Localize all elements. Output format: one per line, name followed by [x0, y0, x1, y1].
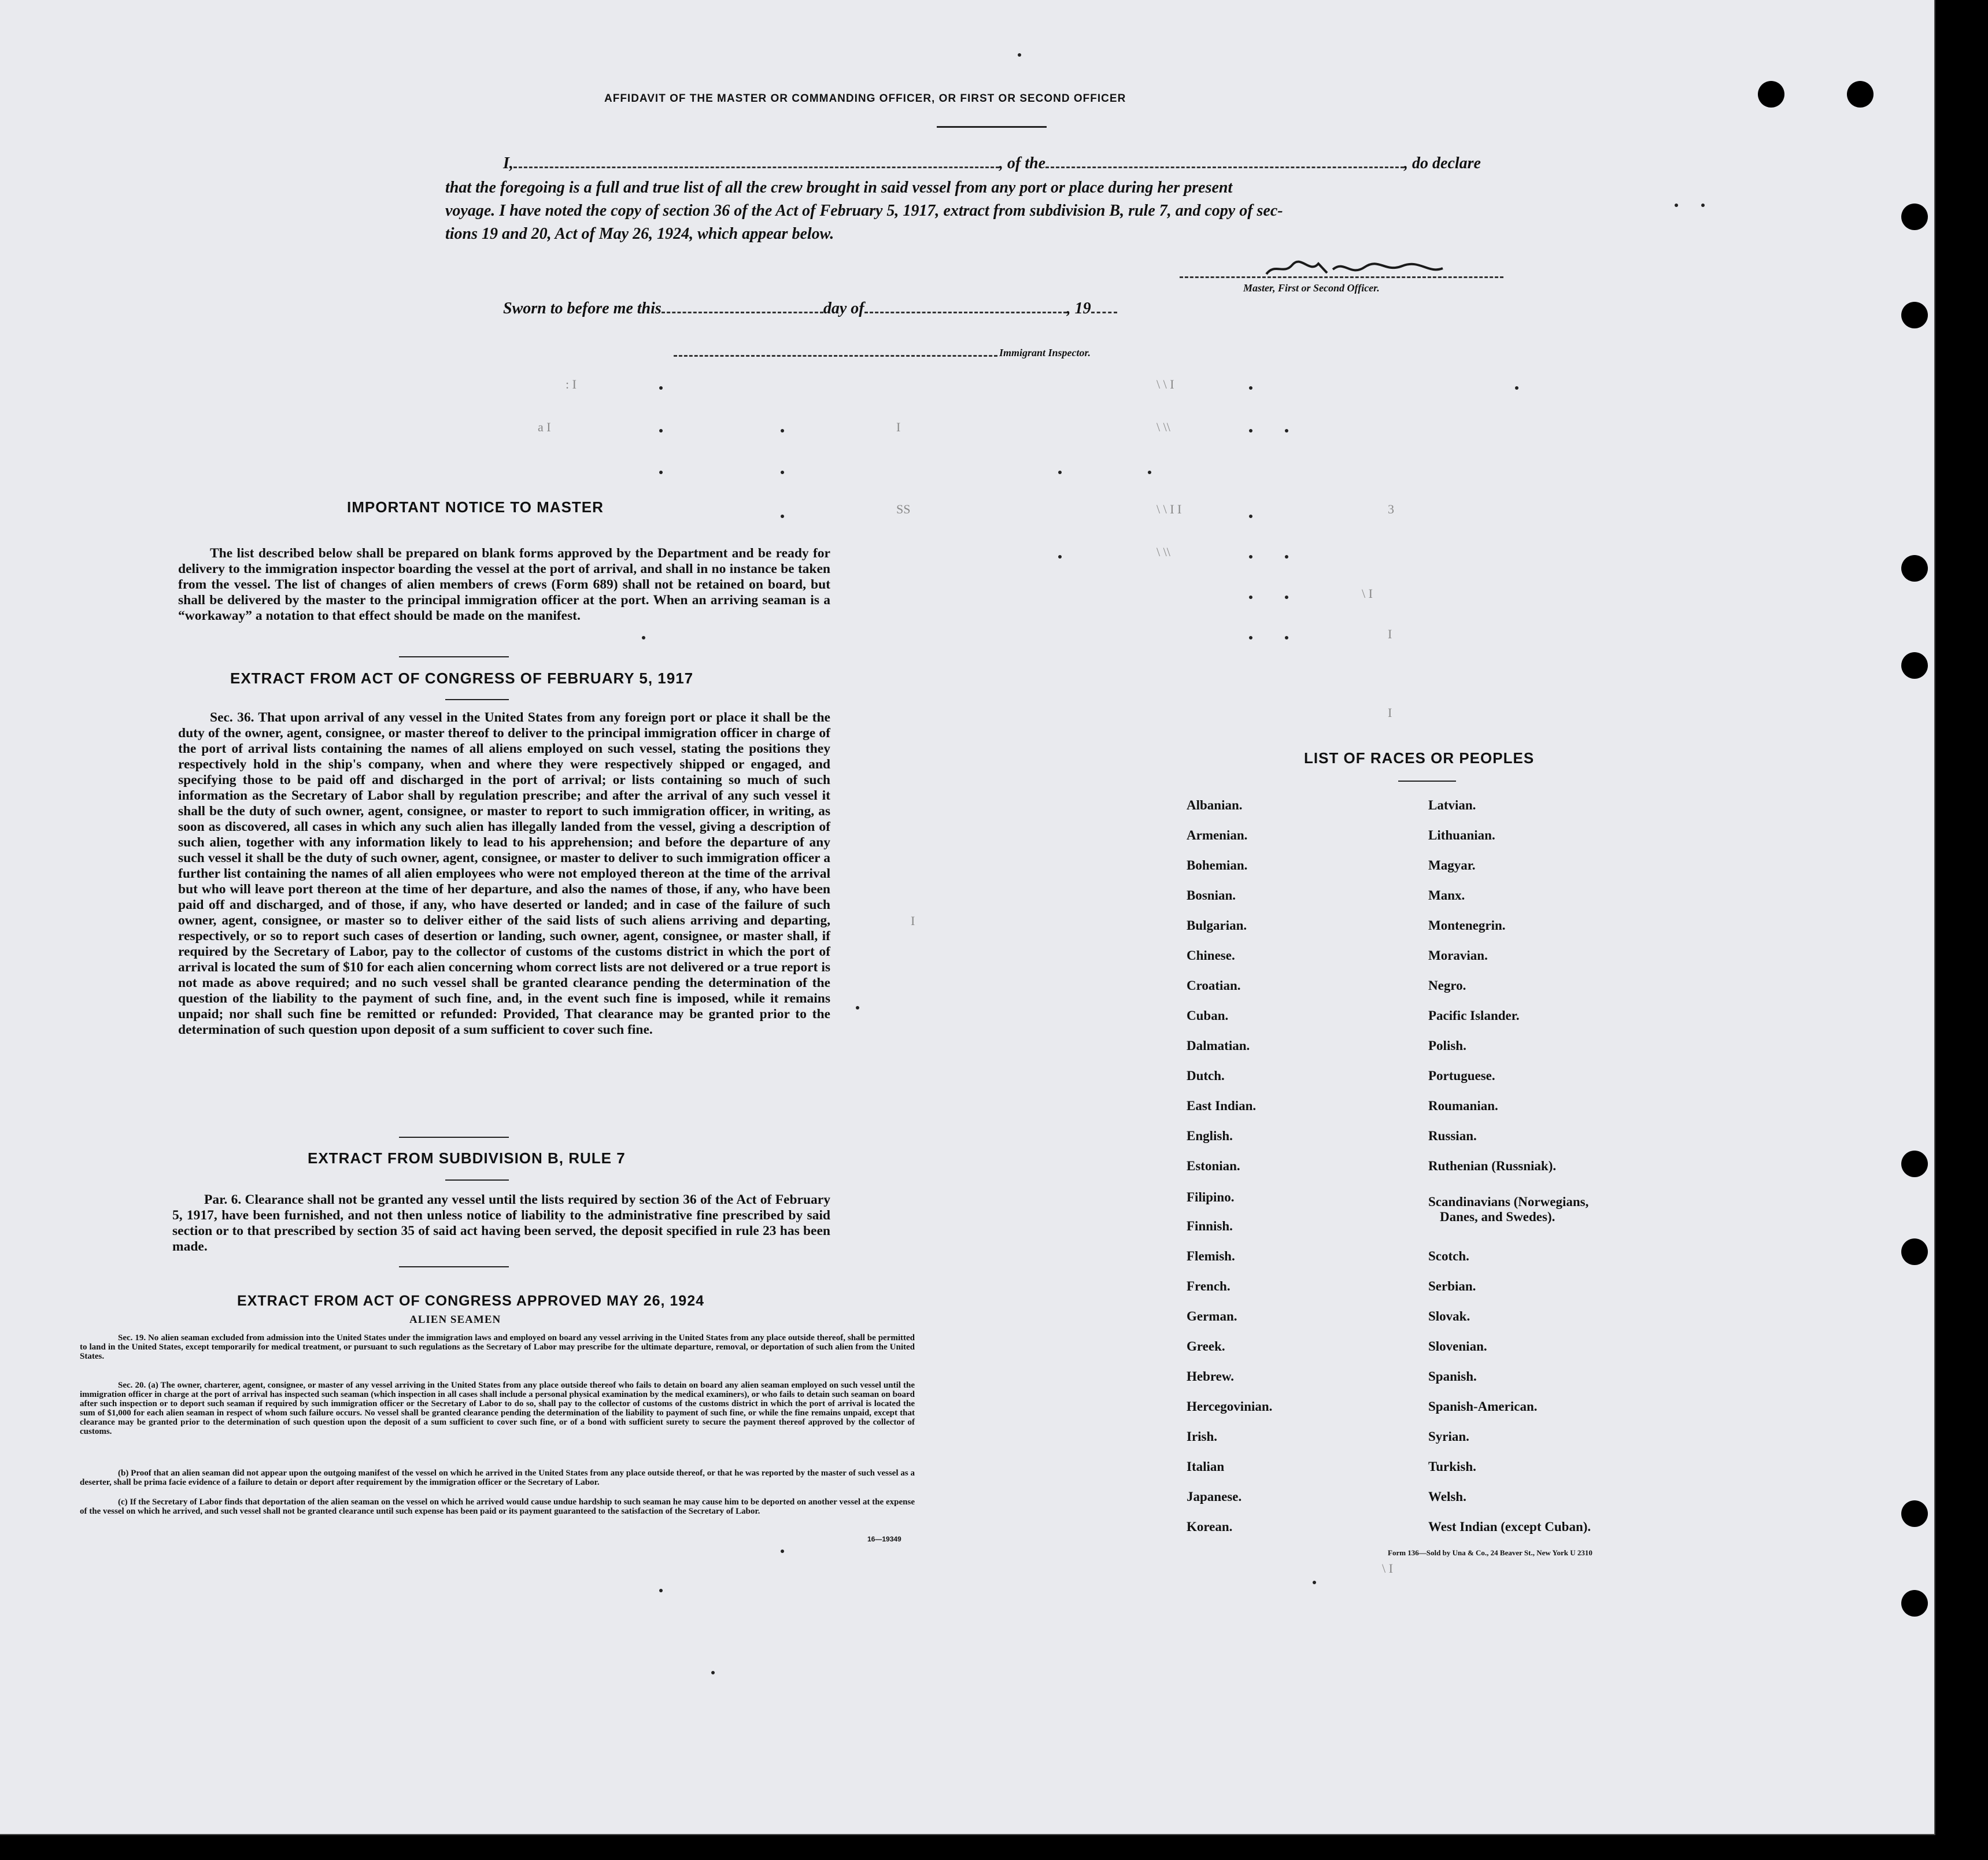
races-underline	[1398, 781, 1456, 782]
race-item: Cuban.	[1187, 1008, 1229, 1023]
race-item: Roumanian.	[1428, 1099, 1498, 1113]
scan-speck	[781, 471, 784, 474]
signature-caption: Master, First or Second Officer.	[1243, 282, 1380, 294]
sec20b-text: (b) Proof that an alien seaman did not appear upon the outgoing manifest of the vessel on which he arrived in the United States from any place outside thereof, or that he was reported by the master of such vessel as a deserter, shall be prima facie evidence of a failure to detain or deport after requirement by the immigration officer or the Secretary of Labor.	[80, 1469, 915, 1487]
affidavit-heading: AFFIDAVIT OF THE MASTER OR COMMANDING OFFICER, OR FIRST OR SECOND OFFICER	[604, 93, 1126, 105]
heading-underline	[937, 126, 1047, 128]
inspector-caption: Immigrant Inspector.	[999, 347, 1091, 358]
race-item: Spanish.	[1428, 1369, 1477, 1384]
race-item: Pacific Islander.	[1428, 1008, 1520, 1023]
race-item: Finnish.	[1187, 1219, 1233, 1233]
scan-speck	[1249, 555, 1252, 559]
sec20a-text: Sec. 20. (a) The owner, charterer, agent, consignee, or master of any vessel arriving in the United States from any place outside thereof who fails to detain on board any alien seaman employed on such vessel until the immigration officer in charge at the port of arrival has inspected such seaman (which inspection in all cases shall include a personal physical examination by the medical examiners), or who fails to detain such seaman on board after such inspection or to deport such seaman if required by such immigration officer or the Secretary of Labor to do so, shall pay to the collector of customs of the customs district in which the port of arrival is located the sum of $1,000 for each alien seaman in respect of whom such failure occurs. No vessel shall be granted clearance pending the determination of the liability to payment of such fine, or while the fine remains unpaid, except that clearance may be granted prior to the determination of such question upon the deposit of a sum sufficient to cover such fine, or of a bond with sufficient surety to secure the payment thereof approved by the collector of customs.	[80, 1381, 915, 1436]
race-item: Estonian.	[1187, 1159, 1240, 1173]
race-item: Bosnian.	[1187, 888, 1236, 903]
faint-mark: : I	[566, 377, 577, 391]
scan-speck	[781, 429, 784, 432]
race-item: Irish.	[1187, 1429, 1218, 1444]
extract-1917-text: Sec. 36. That upon arrival of any vessel in the United States from any foreign port or place it shall be the duty of the owner, agent, consignee, or master thereof to deliver to the principal immigration officer in charge of the port of arrival lists containing the names of all aliens employed on such vessel, stating the positions they respectively hold in the ship's company, when and where they were respectively shipped or engaged, and specifying those to be paid off and discharged in the port of arrival; or lists containing so much of such information as the Secretary of Labor shall by regulation prescribe; and after the arrival of any such vessel it shall be the duty of such owner, agent, consignee, or master to report to such immigration officer, in writing, as soon as discovered, all cases in which any such alien has illegally landed from the vessel, giving a description of such alien, together with any information likely to lead to his apprehension; and before the departure of any such vessel it shall be the duty of such owner, agent, consignee, or master to deliver to such immigration officer a further list containing the names of all alien employees who were not employed thereon at the time of the arrival but who will leave port thereon at the time of her departure, and also the names of those, if any, who have been paid off and discharged, and of those, if any, who have deserted or landed; and in case of the failure of such owner, agent, consignee, or master so to deliver either of the said lists of such aliens arriving and departing, respectively, or so to report such cases of desertion or landing, such owner, agent, consignee, or master shall, if required by the Secretary of Labor, pay to the collector of customs of the customs district in which the port of arrival is located the sum of $10 for each alien concerning whom correct lists are not delivered or a true report is not made as above required; and no such vessel shall be granted clearance pending the determination of the question of the liability to the payment of such fine, and, in the event such fine is imposed, while it remains unpaid; nor shall such fine be remitted or refunded: Provided, That clearance may be granted prior to the determination of such question upon deposit of a sum sufficient to cover such fine.	[178, 710, 830, 1037]
print-code: 16—19349	[867, 1535, 901, 1543]
extract-1917-underline	[445, 699, 509, 700]
race-item: Russian.	[1428, 1129, 1477, 1143]
binder-hole	[1758, 81, 1784, 108]
scan-speck	[1018, 53, 1021, 57]
rule7-underline	[445, 1179, 509, 1181]
scan-speck	[711, 1671, 715, 1674]
affidavit-declare: , do declare	[1404, 154, 1481, 172]
affidavit-line-3: voyage. I have noted the copy of section 36 of the Act of February 5, 1917, extract from subdivision B, rule 7, and copy of sec-	[445, 202, 1283, 220]
scan-speck	[642, 636, 645, 639]
race-item: Serbian.	[1428, 1279, 1476, 1293]
race-item: Bulgarian.	[1187, 918, 1247, 933]
scan-speck	[1249, 429, 1252, 432]
sworn-prefix: Sworn to before me this	[503, 299, 662, 317]
faint-mark: \ \ I I	[1156, 502, 1182, 516]
race-item: Negro.	[1428, 978, 1466, 993]
extract-1917-divider	[399, 1137, 509, 1138]
race-item: Dalmatian.	[1187, 1038, 1250, 1053]
faint-mark: a I	[538, 420, 551, 434]
binder-hole	[1901, 204, 1928, 230]
vessel-blank[interactable]	[1045, 154, 1404, 168]
scan-speck	[1285, 636, 1288, 639]
race-item: Latvian.	[1428, 798, 1476, 812]
scan-speck	[781, 1550, 784, 1553]
race-item: English.	[1187, 1129, 1233, 1143]
inspector-line[interactable]	[674, 355, 997, 357]
sworn-day-blank[interactable]	[662, 299, 823, 313]
race-item: Portuguese.	[1428, 1068, 1495, 1083]
race-item: Greek.	[1187, 1339, 1225, 1354]
race-item: Hebrew.	[1187, 1369, 1234, 1384]
race-item: Syrian.	[1428, 1429, 1469, 1444]
race-item: Danes, and Swedes).	[1440, 1210, 1555, 1224]
notice-text: The list described below shall be prepared on blank forms approved by the Department and be ready for delivery to the immigration inspector boarding the vessel at the port of arrival, and shall in no instance be taken from the vessel. The list of changes of alien members of crews (Form 689) shall not be retained on board, but shall be delivered by the master to the principal immigration officer at the port. When an arriving seaman is a “workaway” a notation to that effect should be made on the manifest.	[178, 546, 830, 623]
race-item: Slovak.	[1428, 1309, 1470, 1323]
race-item: Polish.	[1428, 1038, 1466, 1053]
sec19-text: Sec. 19. No alien seaman excluded from admission into the United States under the immigration laws and employed on board any vessel arriving in the United States from any place outside thereof, shall be permitted to land in the United States, except temporarily for medical treatment, or pursuant to such regulations as the Secretary of Labor may prescribe for the ultimate departure, removal, or deportation of such alien from the United States.	[80, 1333, 915, 1361]
notice-divider	[399, 656, 509, 657]
race-item: Manx.	[1428, 888, 1465, 903]
race-item: German.	[1187, 1309, 1237, 1323]
binder-hole	[1901, 555, 1928, 582]
extract-1924-heading: EXTRACT FROM ACT OF CONGRESS APPROVED MAY 26, 1924	[237, 1293, 705, 1309]
scan-speck	[781, 515, 784, 518]
faint-mark: I	[1388, 705, 1392, 720]
scan-speck	[1285, 596, 1288, 599]
sworn-month-blank[interactable]	[864, 299, 1067, 313]
race-item: Japanese.	[1187, 1489, 1242, 1504]
binder-hole	[1847, 81, 1874, 108]
binder-hole	[1901, 302, 1928, 328]
race-item: Welsh.	[1428, 1489, 1466, 1504]
scan-speck	[1249, 515, 1252, 518]
sec20c-text: (c) If the Secretary of Labor finds that deportation of the alien seaman on the vessel on which he arrived would cause undue hardship to such seaman he may cause him to be deported on another vessel at the expense of the vessel on which he arrived, and such vessel shall not be granted clearance until such expense has been paid or its payment guaranteed to the satisfaction of the Secretary of Labor.	[80, 1497, 915, 1516]
race-item: Dutch.	[1187, 1068, 1225, 1083]
faint-mark: \ \\	[1156, 545, 1170, 559]
affidavit-i: I,	[503, 154, 513, 172]
scan-speck	[1285, 555, 1288, 559]
scan-speck	[659, 386, 663, 390]
race-item: Hercegovinian.	[1187, 1399, 1273, 1414]
form-footer: Form 136—Sold by Una & Co., 24 Beaver St., New York U 2310	[1388, 1548, 1592, 1557]
faint-mark: \ I	[1362, 586, 1373, 601]
scan-speck	[659, 1589, 663, 1592]
race-item: Slovenian.	[1428, 1339, 1487, 1354]
race-item: Croatian.	[1187, 978, 1241, 993]
race-item: Ruthenian (Russniak).	[1428, 1159, 1557, 1173]
scan-speck	[1701, 204, 1705, 207]
scan-speck	[1285, 429, 1288, 432]
race-item: Italian	[1187, 1459, 1225, 1474]
faint-mark: \ \ I	[1156, 377, 1174, 391]
scan-speck	[1313, 1581, 1316, 1584]
affidavit-of-the: , of the	[999, 154, 1046, 172]
race-item: Albanian.	[1187, 798, 1243, 812]
scan-speck	[1058, 471, 1062, 474]
extract-1917-heading: EXTRACT FROM ACT OF CONGRESS OF FEBRUARY 5, 1917	[230, 670, 694, 687]
binder-hole	[1901, 1151, 1928, 1177]
scan-speck	[1249, 386, 1252, 390]
affidavit-line-2: that the foregoing is a full and true list of all the crew brought in said vessel from any port or place during her present	[445, 179, 1233, 197]
extract-1924-subheading: ALIEN SEAMEN	[409, 1314, 501, 1326]
race-item: Flemish.	[1187, 1249, 1235, 1263]
scan-speck	[1515, 386, 1518, 390]
race-item: Spanish-American.	[1428, 1399, 1538, 1414]
scan-speck	[1148, 471, 1151, 474]
race-item: Moravian.	[1428, 948, 1488, 963]
race-item: Lithuanian.	[1428, 828, 1495, 842]
race-item: West Indian (except Cuban).	[1428, 1519, 1591, 1534]
name-blank[interactable]	[513, 154, 999, 168]
binder-hole	[1901, 1500, 1928, 1527]
rule7-heading: EXTRACT FROM SUBDIVISION B, RULE 7	[308, 1149, 626, 1167]
race-item: Scandinavians (Norwegians,	[1428, 1195, 1589, 1209]
race-item: Bohemian.	[1187, 858, 1248, 872]
scan-speck	[659, 429, 663, 432]
scan-speck	[1249, 636, 1252, 639]
races-heading: LIST OF RACES OR PEOPLES	[1304, 749, 1535, 767]
scan-speck	[856, 1006, 859, 1009]
race-item: French.	[1187, 1279, 1231, 1293]
race-item: Scotch.	[1428, 1249, 1469, 1263]
race-item: Magyar.	[1428, 858, 1476, 872]
sworn-line	[445, 298, 1197, 320]
rule7-text: Par. 6. Clearance shall not be granted any vessel until the lists required by section 36 of the Act of February 5, 1917, have been furnished, and not then unless notice of liability to the administrative fine prescribed by said section or to that prescribed by section 35 of said act having been served, the deposit specified in rule 23 has been made.	[172, 1192, 830, 1254]
faint-mark: \ I	[1382, 1561, 1393, 1576]
scan-speck	[1058, 555, 1062, 559]
race-item: Turkish.	[1428, 1459, 1476, 1474]
affidavit-line-4: tions 19 and 20, Act of May 26, 1924, which appear below.	[445, 225, 834, 243]
faint-mark: I	[1388, 627, 1392, 641]
binder-hole	[1901, 1590, 1928, 1617]
scan-speck	[1249, 596, 1252, 599]
rule7-divider	[399, 1266, 509, 1267]
scan-speck	[659, 471, 663, 474]
faint-mark: \ \\	[1156, 420, 1170, 434]
sworn-year: , 19	[1066, 299, 1091, 317]
binder-hole	[1901, 652, 1928, 679]
race-item: Montenegrin.	[1428, 918, 1506, 933]
faint-mark: SS	[896, 502, 911, 516]
affidavit-line-1	[445, 153, 1550, 175]
race-item: Chinese.	[1187, 948, 1235, 963]
signature-line[interactable]	[1180, 276, 1503, 278]
scan-speck	[1675, 204, 1678, 207]
faint-mark: 3	[1388, 502, 1394, 516]
race-item: Armenian.	[1187, 828, 1248, 842]
race-item: East Indian.	[1187, 1099, 1257, 1113]
race-item: Filipino.	[1187, 1190, 1235, 1204]
faint-mark: I	[896, 420, 901, 434]
binder-hole	[1901, 1238, 1928, 1265]
sworn-year-blank[interactable]	[1091, 299, 1117, 313]
race-item: Korean.	[1187, 1519, 1233, 1534]
sworn-day-of: day of	[823, 299, 864, 317]
faint-mark: I	[911, 914, 915, 928]
notice-heading: IMPORTANT NOTICE TO MASTER	[347, 498, 604, 516]
